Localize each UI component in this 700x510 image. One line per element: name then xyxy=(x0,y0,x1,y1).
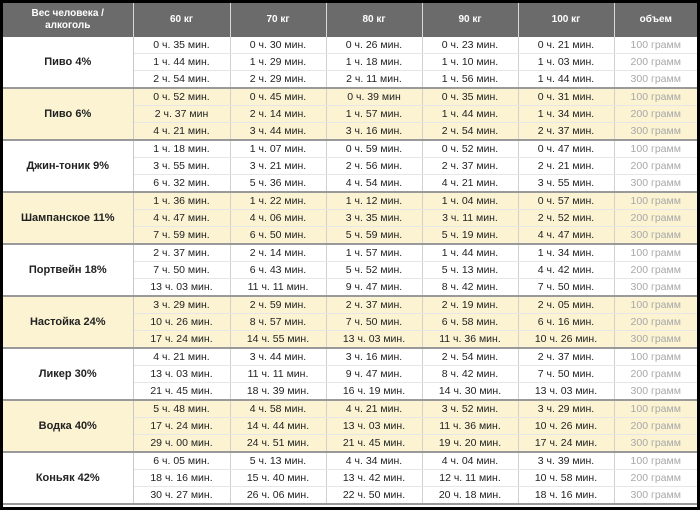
time-cell: 6 ч. 05 мин. xyxy=(133,452,230,470)
time-cell: 3 ч. 55 мин. xyxy=(518,175,614,193)
drink-group xyxy=(3,140,697,192)
table-frame xyxy=(3,3,697,507)
time-cell: 16 ч. 19 мин. xyxy=(326,383,422,401)
time-cell: 0 ч. 30 мин. xyxy=(230,37,326,54)
time-cell: 0 ч. 45 мин. xyxy=(230,88,326,106)
time-cell: 3 ч. 52 мин. xyxy=(422,400,518,418)
time-cell: 18 ч. 39 мин. xyxy=(230,383,326,401)
table-row xyxy=(3,192,697,210)
time-cell: 3 ч. 44 мин. xyxy=(230,123,326,141)
time-cell: 8 ч. 42 мин. xyxy=(422,366,518,383)
time-cell: 1 ч. 03 мин. xyxy=(518,54,614,71)
drink-label: Настойка 24% xyxy=(3,296,133,348)
volume-cell: 200 грамм xyxy=(614,366,697,383)
time-cell: 0 ч. 52 мин. xyxy=(422,140,518,158)
time-cell: 13 ч. 03 мин. xyxy=(518,383,614,401)
drink-group xyxy=(3,244,697,296)
time-cell: 4 ч. 54 мин. xyxy=(326,175,422,193)
drink-group xyxy=(3,88,697,140)
time-cell: 13 ч. 03 мин. xyxy=(133,279,230,297)
volume-cell: 300 грамм xyxy=(614,383,697,401)
time-cell: 24 ч. 51 мин. xyxy=(230,435,326,453)
time-cell: 2 ч. 54 мин. xyxy=(422,348,518,366)
time-cell: 10 ч. 26 мин. xyxy=(133,314,230,331)
time-cell: 2 ч. 11 мин. xyxy=(326,71,422,89)
time-cell: 1 ч. 18 мин. xyxy=(133,140,230,158)
time-cell: 3 ч. 35 мин. xyxy=(326,210,422,227)
time-cell: 10 ч. 26 мин. xyxy=(518,331,614,349)
time-cell: 2 ч. 52 мин. xyxy=(518,210,614,227)
time-cell: 2 ч. 54 мин. xyxy=(133,71,230,89)
time-cell: 3 ч. 29 мин. xyxy=(133,296,230,314)
time-cell: 5 ч. 48 мин. xyxy=(133,400,230,418)
time-cell: 17 ч. 24 мин. xyxy=(518,435,614,453)
table-row xyxy=(3,348,697,366)
volume-cell: 300 грамм xyxy=(614,435,697,453)
volume-cell: 200 грамм xyxy=(614,106,697,123)
alcohol-elimination-table xyxy=(3,3,697,505)
time-cell: 11 ч. 36 мин. xyxy=(422,418,518,435)
volume-cell: 300 грамм xyxy=(614,175,697,193)
header-60kg: 60 кг xyxy=(133,3,230,37)
time-cell: 1 ч. 44 мин. xyxy=(133,54,230,71)
time-cell: 2 ч. 37 мин xyxy=(133,106,230,123)
time-cell: 1 ч. 57 мин. xyxy=(326,106,422,123)
table-row xyxy=(3,244,697,262)
drink-label: Джин-тоник 9% xyxy=(3,140,133,192)
header-80kg: 80 кг xyxy=(326,3,422,37)
time-cell: 7 ч. 59 мин. xyxy=(133,227,230,245)
volume-cell: 100 грамм xyxy=(614,37,697,54)
volume-cell: 200 грамм xyxy=(614,158,697,175)
time-cell: 0 ч. 47 мин. xyxy=(518,140,614,158)
time-cell: 4 ч. 06 мин. xyxy=(230,210,326,227)
time-cell: 1 ч. 18 мин. xyxy=(326,54,422,71)
volume-cell: 200 грамм xyxy=(614,54,697,71)
header-70kg: 70 кг xyxy=(230,3,326,37)
time-cell: 17 ч. 24 мин. xyxy=(133,331,230,349)
time-cell: 1 ч. 04 мин. xyxy=(422,192,518,210)
time-cell: 0 ч. 57 мин. xyxy=(518,192,614,210)
time-cell: 9 ч. 47 мин. xyxy=(326,279,422,297)
time-cell: 2 ч. 14 мин. xyxy=(230,106,326,123)
time-cell: 6 ч. 16 мин. xyxy=(518,314,614,331)
table-row xyxy=(3,296,697,314)
time-cell: 5 ч. 13 мин. xyxy=(422,262,518,279)
time-cell: 1 ч. 34 мин. xyxy=(518,106,614,123)
time-cell: 5 ч. 59 мин. xyxy=(326,227,422,245)
time-cell: 2 ч. 37 мин. xyxy=(326,296,422,314)
time-cell: 2 ч. 37 мин. xyxy=(518,123,614,141)
drink-label: Ликер 30% xyxy=(3,348,133,400)
time-cell: 0 ч. 35 мин. xyxy=(133,37,230,54)
time-cell: 5 ч. 36 мин. xyxy=(230,175,326,193)
time-cell: 3 ч. 16 мин. xyxy=(326,123,422,141)
time-cell: 26 ч. 06 мин. xyxy=(230,487,326,505)
volume-cell: 100 грамм xyxy=(614,400,697,418)
time-cell: 7 ч. 50 мин. xyxy=(133,262,230,279)
time-cell: 6 ч. 58 мин. xyxy=(422,314,518,331)
time-cell: 6 ч. 43 мин. xyxy=(230,262,326,279)
drink-group xyxy=(3,348,697,400)
time-cell: 13 ч. 42 мин. xyxy=(326,470,422,487)
time-cell: 9 ч. 47 мин. xyxy=(326,366,422,383)
volume-cell: 300 грамм xyxy=(614,487,697,505)
table-row xyxy=(3,452,697,470)
drink-group xyxy=(3,192,697,244)
drink-label: Пиво 4% xyxy=(3,37,133,88)
time-cell: 11 ч. 11 мин. xyxy=(230,366,326,383)
time-cell: 3 ч. 39 мин. xyxy=(518,452,614,470)
time-cell: 4 ч. 47 мин. xyxy=(518,227,614,245)
time-cell: 0 ч. 31 мин. xyxy=(518,88,614,106)
time-cell: 0 ч. 26 мин. xyxy=(326,37,422,54)
time-cell: 1 ч. 44 мин. xyxy=(422,106,518,123)
volume-cell: 200 грамм xyxy=(614,418,697,435)
time-cell: 4 ч. 21 мин. xyxy=(133,123,230,141)
table-row xyxy=(3,37,697,54)
drink-label: Водка 40% xyxy=(3,400,133,452)
time-cell: 11 ч. 36 мин. xyxy=(422,331,518,349)
time-cell: 18 ч. 16 мин. xyxy=(518,487,614,505)
time-cell: 2 ч. 14 мин. xyxy=(230,244,326,262)
time-cell: 13 ч. 03 мин. xyxy=(326,418,422,435)
time-cell: 4 ч. 04 мин. xyxy=(422,452,518,470)
time-cell: 8 ч. 42 мин. xyxy=(422,279,518,297)
header-90kg: 90 кг xyxy=(422,3,518,37)
time-cell: 13 ч. 03 мин. xyxy=(133,366,230,383)
time-cell: 10 ч. 58 мин. xyxy=(518,470,614,487)
time-cell: 2 ч. 37 мин. xyxy=(133,244,230,262)
time-cell: 4 ч. 21 мин. xyxy=(133,348,230,366)
volume-cell: 200 грамм xyxy=(614,262,697,279)
time-cell: 4 ч. 47 мин. xyxy=(133,210,230,227)
time-cell: 19 ч. 20 мин. xyxy=(422,435,518,453)
time-cell: 2 ч. 59 мин. xyxy=(230,296,326,314)
time-cell: 0 ч. 52 мин. xyxy=(133,88,230,106)
time-cell: 2 ч. 56 мин. xyxy=(326,158,422,175)
time-cell: 1 ч. 44 мин. xyxy=(422,244,518,262)
table-row xyxy=(3,88,697,106)
drink-label: Пиво 6% xyxy=(3,88,133,140)
time-cell: 22 ч. 50 мин. xyxy=(326,487,422,505)
time-cell: 14 ч. 44 мин. xyxy=(230,418,326,435)
drink-group xyxy=(3,400,697,452)
volume-cell: 100 грамм xyxy=(614,88,697,106)
time-cell: 2 ч. 05 мин. xyxy=(518,296,614,314)
time-cell: 4 ч. 21 мин. xyxy=(326,400,422,418)
time-cell: 3 ч. 55 мин. xyxy=(133,158,230,175)
time-cell: 3 ч. 29 мин. xyxy=(518,400,614,418)
drink-label: Коньяк 42% xyxy=(3,452,133,504)
time-cell: 0 ч. 59 мин. xyxy=(326,140,422,158)
volume-cell: 200 грамм xyxy=(614,314,697,331)
time-cell: 2 ч. 37 мин. xyxy=(422,158,518,175)
time-cell: 3 ч. 16 мин. xyxy=(326,348,422,366)
header-volume: объем xyxy=(614,3,697,37)
time-cell: 14 ч. 55 мин. xyxy=(230,331,326,349)
time-cell: 0 ч. 35 мин. xyxy=(422,88,518,106)
time-cell: 21 ч. 45 мин. xyxy=(326,435,422,453)
drink-label: Шампанское 11% xyxy=(3,192,133,244)
time-cell: 17 ч. 24 мин. xyxy=(133,418,230,435)
time-cell: 2 ч. 21 мин. xyxy=(518,158,614,175)
time-cell: 1 ч. 57 мин. xyxy=(326,244,422,262)
time-cell: 5 ч. 52 мин. xyxy=(326,262,422,279)
time-cell: 3 ч. 44 мин. xyxy=(230,348,326,366)
time-cell: 12 ч. 11 мин. xyxy=(422,470,518,487)
volume-cell: 100 грамм xyxy=(614,140,697,158)
drink-group xyxy=(3,296,697,348)
time-cell: 7 ч. 50 мин. xyxy=(326,314,422,331)
time-cell: 15 ч. 40 мин. xyxy=(230,470,326,487)
time-cell: 1 ч. 56 мин. xyxy=(422,71,518,89)
time-cell: 14 ч. 30 мин. xyxy=(422,383,518,401)
time-cell: 6 ч. 50 мин. xyxy=(230,227,326,245)
time-cell: 1 ч. 10 мин. xyxy=(422,54,518,71)
time-cell: 3 ч. 21 мин. xyxy=(230,158,326,175)
time-cell: 18 ч. 16 мин. xyxy=(133,470,230,487)
header-100kg: 100 кг xyxy=(518,3,614,37)
drink-group xyxy=(3,452,697,504)
time-cell: 20 ч. 18 мин. xyxy=(422,487,518,505)
time-cell: 5 ч. 13 мин. xyxy=(230,452,326,470)
time-cell: 4 ч. 34 мин. xyxy=(326,452,422,470)
volume-cell: 100 грамм xyxy=(614,244,697,262)
header-weight-alcohol: Вес человека / алкоголь xyxy=(3,3,133,37)
time-cell: 0 ч. 21 мин. xyxy=(518,37,614,54)
time-cell: 1 ч. 34 мин. xyxy=(518,244,614,262)
time-cell: 2 ч. 19 мин. xyxy=(422,296,518,314)
time-cell: 3 ч. 11 мин. xyxy=(422,210,518,227)
time-cell: 21 ч. 45 мин. xyxy=(133,383,230,401)
time-cell: 6 ч. 32 мин. xyxy=(133,175,230,193)
volume-cell: 200 грамм xyxy=(614,470,697,487)
time-cell: 1 ч. 36 мин. xyxy=(133,192,230,210)
volume-cell: 100 грамм xyxy=(614,296,697,314)
time-cell: 1 ч. 29 мин. xyxy=(230,54,326,71)
time-cell: 13 ч. 03 мин. xyxy=(326,331,422,349)
time-cell: 1 ч. 07 мин. xyxy=(230,140,326,158)
volume-cell: 100 грамм xyxy=(614,192,697,210)
table-row xyxy=(3,140,697,158)
time-cell: 1 ч. 44 мин. xyxy=(518,71,614,89)
time-cell: 1 ч. 12 мин. xyxy=(326,192,422,210)
time-cell: 30 ч. 27 мин. xyxy=(133,487,230,505)
volume-cell: 300 грамм xyxy=(614,71,697,89)
volume-cell: 300 грамм xyxy=(614,331,697,349)
time-cell: 8 ч. 57 мин. xyxy=(230,314,326,331)
volume-cell: 200 грамм xyxy=(614,210,697,227)
table-header xyxy=(3,3,697,37)
drink-group xyxy=(3,37,697,88)
time-cell: 11 ч. 11 мин. xyxy=(230,279,326,297)
time-cell: 2 ч. 29 мин. xyxy=(230,71,326,89)
header-row xyxy=(3,3,697,37)
time-cell: 1 ч. 22 мин. xyxy=(230,192,326,210)
time-cell: 29 ч. 00 мин. xyxy=(133,435,230,453)
volume-cell: 300 грамм xyxy=(614,227,697,245)
volume-cell: 100 грамм xyxy=(614,348,697,366)
time-cell: 4 ч. 42 мин. xyxy=(518,262,614,279)
volume-cell: 300 грамм xyxy=(614,123,697,141)
time-cell: 4 ч. 58 мин. xyxy=(230,400,326,418)
drink-label: Портвейн 18% xyxy=(3,244,133,296)
time-cell: 7 ч. 50 мин. xyxy=(518,366,614,383)
time-cell: 7 ч. 50 мин. xyxy=(518,279,614,297)
time-cell: 10 ч. 26 мин. xyxy=(518,418,614,435)
time-cell: 2 ч. 37 мин. xyxy=(518,348,614,366)
time-cell: 5 ч. 19 мин. xyxy=(422,227,518,245)
volume-cell: 100 грамм xyxy=(614,452,697,470)
time-cell: 4 ч. 21 мин. xyxy=(422,175,518,193)
time-cell: 2 ч. 54 мин. xyxy=(422,123,518,141)
volume-cell: 300 грамм xyxy=(614,279,697,297)
time-cell: 0 ч. 23 мин. xyxy=(422,37,518,54)
table-row xyxy=(3,400,697,418)
time-cell: 0 ч. 39 мин xyxy=(326,88,422,106)
